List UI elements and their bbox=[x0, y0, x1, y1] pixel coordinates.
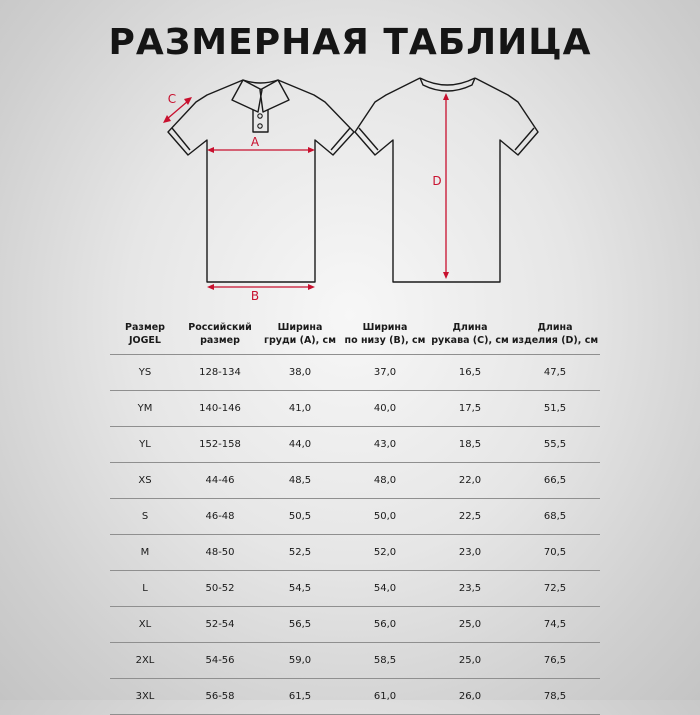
cell-length: 70,5 bbox=[510, 535, 600, 571]
cell-russian-size: 128-134 bbox=[180, 355, 260, 391]
cell-bottom: 48,0 bbox=[340, 463, 430, 499]
header-line: изделия (D), см bbox=[511, 335, 599, 346]
cell-length: 51,5 bbox=[510, 391, 600, 427]
cell-size: 2XL bbox=[110, 643, 180, 679]
cell-chest: 38,0 bbox=[260, 355, 340, 391]
header-line: груди (А), см bbox=[264, 335, 336, 346]
cell-size: XL bbox=[110, 607, 180, 643]
label-a: A bbox=[250, 135, 260, 149]
header-line: Ширина bbox=[362, 322, 408, 333]
cell-chest: 50,5 bbox=[260, 499, 340, 535]
cell-chest: 56,5 bbox=[260, 607, 340, 643]
cell-bottom: 50,0 bbox=[340, 499, 430, 535]
label-d: D bbox=[432, 174, 442, 188]
cell-sleeve: 26,0 bbox=[430, 679, 510, 715]
table-header-row bbox=[110, 314, 600, 355]
cell-size: L bbox=[110, 571, 180, 607]
page-title: РАЗМЕРНАЯ ТАБЛИЦА bbox=[108, 22, 592, 63]
table-row bbox=[110, 679, 600, 715]
cell-sleeve: 23,0 bbox=[430, 535, 510, 571]
cell-chest: 52,5 bbox=[260, 535, 340, 571]
table-row bbox=[110, 355, 600, 391]
table-row bbox=[110, 643, 600, 679]
cell-russian-size: 56-58 bbox=[180, 679, 260, 715]
shirt-diagram bbox=[0, 0, 700, 310]
measurement-arrows bbox=[163, 93, 449, 290]
header-line: JOGEL bbox=[129, 335, 161, 346]
cell-bottom: 37,0 bbox=[340, 355, 430, 391]
cell-size: 3XL bbox=[110, 679, 180, 715]
cell-length: 68,5 bbox=[510, 499, 600, 535]
table-row bbox=[110, 499, 600, 535]
cell-russian-size: 48-50 bbox=[180, 535, 260, 571]
table-row bbox=[110, 391, 600, 427]
cell-chest: 44,0 bbox=[260, 427, 340, 463]
cell-length: 72,5 bbox=[510, 571, 600, 607]
cell-sleeve: 23,5 bbox=[430, 571, 510, 607]
cell-russian-size: 140-146 bbox=[180, 391, 260, 427]
cell-chest: 59,0 bbox=[260, 643, 340, 679]
table-row bbox=[110, 607, 600, 643]
cell-sleeve: 18,5 bbox=[430, 427, 510, 463]
table-row bbox=[110, 463, 600, 499]
header-sleeve-length bbox=[430, 314, 510, 355]
cell-sleeve: 25,0 bbox=[430, 643, 510, 679]
cell-length: 78,5 bbox=[510, 679, 600, 715]
header-chest-width bbox=[260, 314, 340, 355]
cell-chest: 48,5 bbox=[260, 463, 340, 499]
cell-russian-size: 52-54 bbox=[180, 607, 260, 643]
cell-chest: 61,5 bbox=[260, 679, 340, 715]
header-line: Размер bbox=[125, 322, 165, 333]
cell-size: YM bbox=[110, 391, 180, 427]
header-line: Длина bbox=[452, 322, 488, 333]
cell-russian-size: 44-46 bbox=[180, 463, 260, 499]
cell-length: 74,5 bbox=[510, 607, 600, 643]
polo-buttons bbox=[258, 114, 262, 128]
cell-sleeve: 22,5 bbox=[430, 499, 510, 535]
cell-russian-size: 50-52 bbox=[180, 571, 260, 607]
header-line: Ширина bbox=[277, 322, 323, 333]
label-b: B bbox=[250, 289, 260, 303]
cell-sleeve: 22,0 bbox=[430, 463, 510, 499]
header-line: рукава (С), см bbox=[431, 335, 509, 346]
header-size-jogel bbox=[110, 314, 180, 355]
cell-sleeve: 25,0 bbox=[430, 607, 510, 643]
cell-russian-size: 46-48 bbox=[180, 499, 260, 535]
table-row bbox=[110, 427, 600, 463]
cell-length: 76,5 bbox=[510, 643, 600, 679]
cell-bottom: 61,0 bbox=[340, 679, 430, 715]
header-line: по низу (В), см bbox=[344, 335, 426, 346]
cell-bottom: 58,5 bbox=[340, 643, 430, 679]
cell-size: YL bbox=[110, 427, 180, 463]
cell-bottom: 52,0 bbox=[340, 535, 430, 571]
label-c: C bbox=[167, 92, 177, 106]
cell-size: S bbox=[110, 499, 180, 535]
cell-size: YS bbox=[110, 355, 180, 391]
cell-sleeve: 17,5 bbox=[430, 391, 510, 427]
table-row bbox=[110, 571, 600, 607]
cell-length: 55,5 bbox=[510, 427, 600, 463]
header-line: Длина bbox=[537, 322, 573, 333]
header-line: размер bbox=[200, 335, 240, 346]
header-bottom-width bbox=[340, 314, 430, 355]
cell-sleeve: 16,5 bbox=[430, 355, 510, 391]
cell-size: M bbox=[110, 535, 180, 571]
header-russian-size bbox=[180, 314, 260, 355]
cell-bottom: 54,0 bbox=[340, 571, 430, 607]
cell-chest: 41,0 bbox=[260, 391, 340, 427]
cell-length: 47,5 bbox=[510, 355, 600, 391]
polo-front-outline bbox=[168, 80, 354, 282]
cell-russian-size: 152-158 bbox=[180, 427, 260, 463]
cell-russian-size: 54-56 bbox=[180, 643, 260, 679]
cell-length: 66,5 bbox=[510, 463, 600, 499]
header-garment-length bbox=[510, 314, 600, 355]
cell-bottom: 56,0 bbox=[340, 607, 430, 643]
header-line: Российский bbox=[188, 322, 252, 333]
cell-bottom: 43,0 bbox=[340, 427, 430, 463]
cell-chest: 54,5 bbox=[260, 571, 340, 607]
cell-size: XS bbox=[110, 463, 180, 499]
table-row bbox=[110, 535, 600, 571]
cell-bottom: 40,0 bbox=[340, 391, 430, 427]
size-table bbox=[110, 314, 600, 715]
